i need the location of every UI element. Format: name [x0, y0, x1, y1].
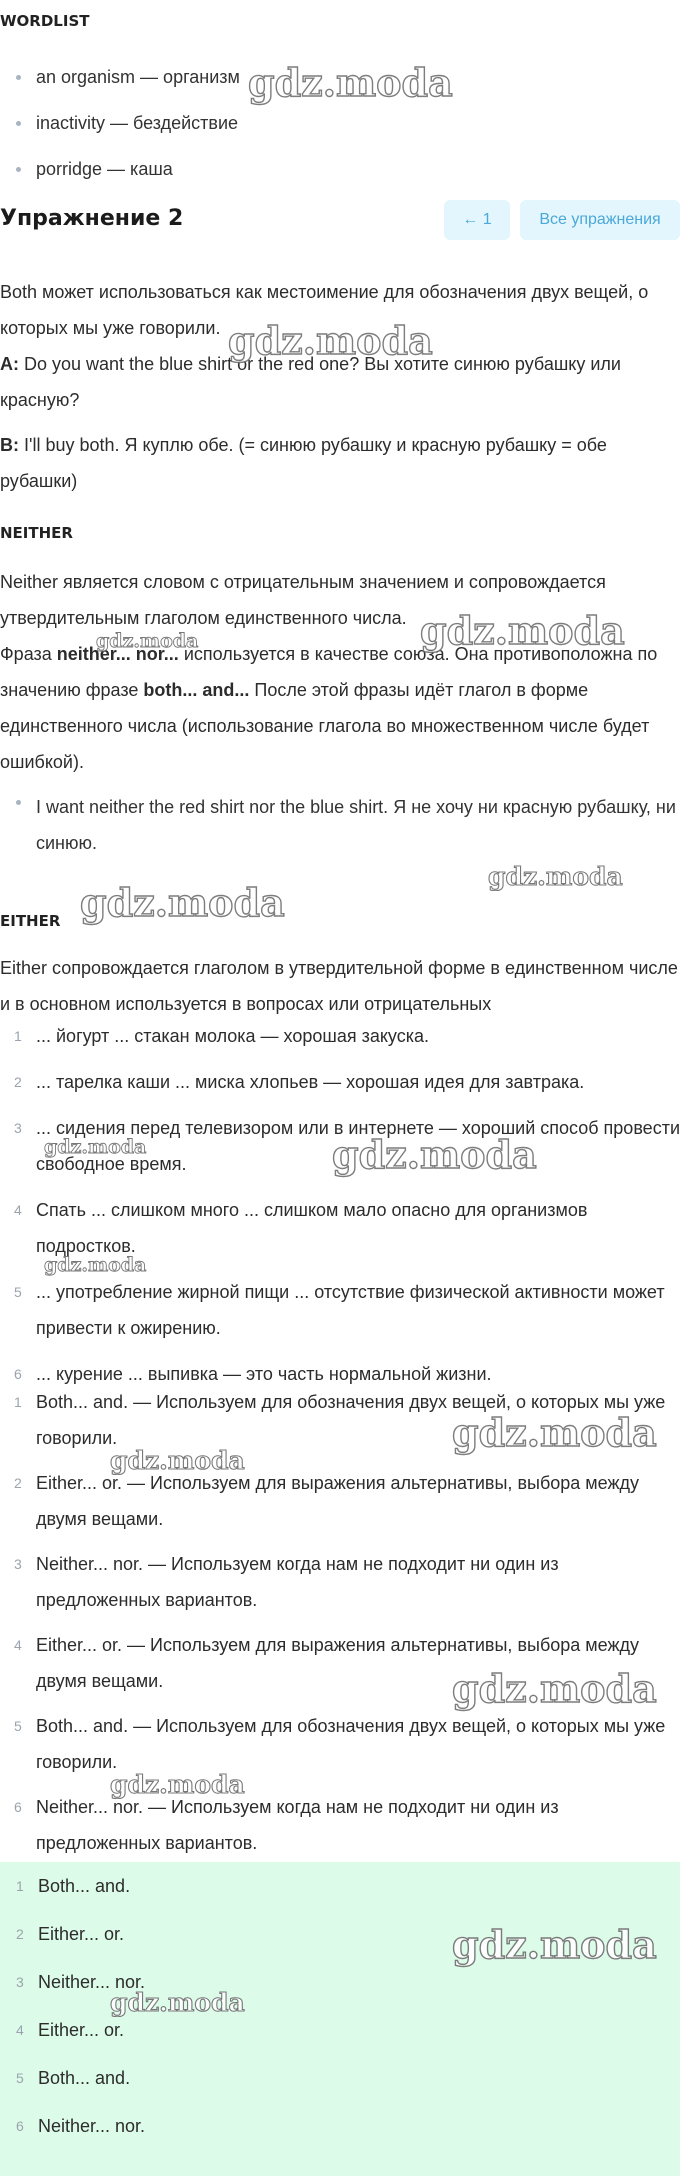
answer-text: Both... and.	[38, 1876, 131, 1896]
answers-box	[0, 1862, 680, 2176]
text-span: После этой фразы идёт глагол в форме единственного числа (использование глагола во множественном числе будет ошибкой).	[0, 680, 650, 772]
example-item: I want neither the red shirt nor the blue shirt. Я не хочу ни красную рубашку, ни синюю.	[0, 789, 680, 861]
wordlist-item: inactivity — бездействие	[0, 110, 680, 136]
phrase-both-and: both... and...	[143, 680, 250, 700]
watermark: gdz.moda	[110, 1988, 245, 2017]
item-number: 2	[14, 1074, 22, 1090]
text-span: используется в качестве союза. Она противоположна по значению фразе	[0, 644, 658, 700]
explanation-item	[0, 1465, 680, 1537]
item-number: 5	[14, 1718, 22, 1734]
wordlist-title: WORDLIST	[0, 12, 90, 30]
wordlist-item: porridge — каша	[0, 156, 680, 182]
item-number: 6	[14, 1799, 22, 1815]
watermark: gdz.moda	[452, 1410, 657, 1455]
item-number: 5	[14, 1284, 22, 1300]
watermark: gdz.moda	[248, 60, 453, 105]
answer-item	[0, 2102, 680, 2150]
dialog-b-text: I'll buy both. Я куплю обе. (= синюю рубашку и красную рубашку = обе рубашки)	[0, 435, 607, 491]
watermark: gdz.moda	[110, 1770, 245, 1799]
item-number: 5	[16, 2070, 24, 2086]
task-list	[0, 1018, 680, 1392]
neither-examples	[0, 789, 680, 861]
answer-text: Either... or.	[38, 2020, 125, 2040]
task-item	[0, 1064, 680, 1100]
explanation-item	[0, 1546, 680, 1618]
item-number: 6	[14, 1366, 22, 1382]
item-number: 3	[14, 1120, 22, 1136]
both-section	[0, 274, 680, 499]
item-number: 3	[14, 1556, 22, 1572]
item-number: 4	[14, 1202, 22, 1218]
item-text: ... тарелка каши ... миска хлопьев — хорошая идея для завтрака.	[36, 1072, 585, 1092]
answer-item	[0, 2054, 680, 2102]
answer-item	[0, 1862, 680, 1910]
answer-text: Either... or.	[38, 1924, 125, 1944]
task-item	[0, 1018, 680, 1054]
item-number: 2	[14, 1475, 22, 1491]
item-number: 1	[14, 1394, 22, 1410]
both-intro: Both может использоваться как местоимение для обозначения двух вещей, о которых мы уже говорили.	[0, 282, 649, 338]
watermark: gdz.moda	[80, 880, 285, 925]
item-text: Either... or. — Используем для выражения альтернативы, выбора между двумя вещами.	[36, 1473, 640, 1529]
explanation-item	[0, 1789, 680, 1861]
item-text: ... курение ... выпивка — это часть нормальной жизни.	[36, 1364, 492, 1384]
item-text: ... сидения перед телевизором или в интернете — хороший способ провести свободное время.	[36, 1118, 680, 1174]
item-text: Neither... nor. — Используем когда нам не подходит ни один из предложенных вариантов.	[36, 1797, 559, 1853]
prev-exercise-button[interactable]: ← 1	[444, 200, 510, 240]
watermark: gdz.moda	[228, 318, 433, 363]
explanation-item	[0, 1708, 680, 1780]
answer-item	[0, 2006, 680, 2054]
item-text: Спать ... слишком много ... слишком мало опасно для организмов подростков.	[36, 1200, 588, 1256]
exercise-title: Упражнение 2	[0, 206, 184, 231]
phrase-neither-nor: neither... nor...	[56, 644, 179, 664]
answer-text: Neither... nor.	[38, 2116, 146, 2136]
watermark: gdz.moda	[420, 608, 625, 653]
answer-text: Neither... nor.	[38, 1972, 146, 1992]
explanation-list	[0, 1384, 680, 1861]
watermark: gdz.moda	[44, 1254, 147, 1276]
neither-paragraph-2	[0, 636, 680, 780]
item-number: 6	[16, 2118, 24, 2134]
item-text: Both... and. — Используем для обозначения двух вещей, о которых мы уже говорили.	[36, 1716, 666, 1772]
item-text: ... йогурт ... стакан молока — хорошая закуска.	[36, 1026, 430, 1046]
dialog-line-b	[0, 427, 680, 499]
item-number: 1	[16, 1878, 24, 1894]
watermark: gdz.moda	[488, 862, 623, 891]
either-paragraph: Either сопровождается глаголом в утвердительной форме в единственном числе и в основном используется в вопросах или отрицательных	[0, 958, 678, 1014]
item-text: Either... or. — Используем для выражения альтернативы, выбора между двумя вещами.	[36, 1635, 640, 1691]
either-title: EITHER	[0, 912, 61, 930]
watermark: gdz.moda	[332, 1132, 537, 1177]
item-text: Neither... nor. — Используем когда нам не подходит ни один из предложенных вариантов.	[36, 1554, 559, 1610]
item-text: Both... and. — Используем для обозначения двух вещей, о которых мы уже говорили.	[36, 1392, 666, 1448]
all-exercises-button[interactable]: Все упражнения	[520, 200, 680, 240]
dialog-a-text: Do you want the blue shirt or the red one? Вы хотите синюю рубашку или красную?	[0, 354, 621, 410]
item-number: 2	[16, 1926, 24, 1942]
item-number: 4	[14, 1637, 22, 1653]
task-item	[0, 1274, 680, 1346]
watermark: gdz.moda	[110, 1446, 245, 1475]
speaker-b-label: B:	[0, 435, 19, 455]
item-text: ... употребление жирной пищи ... отсутствие физической активности может привести к ожирению.	[36, 1282, 665, 1338]
watermark: gdz.moda	[44, 1136, 147, 1158]
text-span: Фраза	[0, 644, 57, 664]
watermark: gdz.moda	[96, 630, 199, 652]
neither-title: NEITHER	[0, 524, 73, 542]
answer-text: Both... and.	[38, 2068, 131, 2088]
item-number: 3	[16, 1974, 24, 1990]
watermark: gdz.moda	[452, 1666, 657, 1711]
neither-paragraph-1: Neither является словом с отрицательным значением и сопровождается утвердительным глаголом единственного числа.	[0, 572, 606, 628]
wordlist-item: an organism — организм	[0, 64, 680, 90]
item-number: 1	[14, 1028, 22, 1044]
watermark: gdz.moda	[452, 1922, 657, 1967]
item-number: 4	[16, 2022, 24, 2038]
speaker-a-label: A:	[0, 354, 19, 374]
